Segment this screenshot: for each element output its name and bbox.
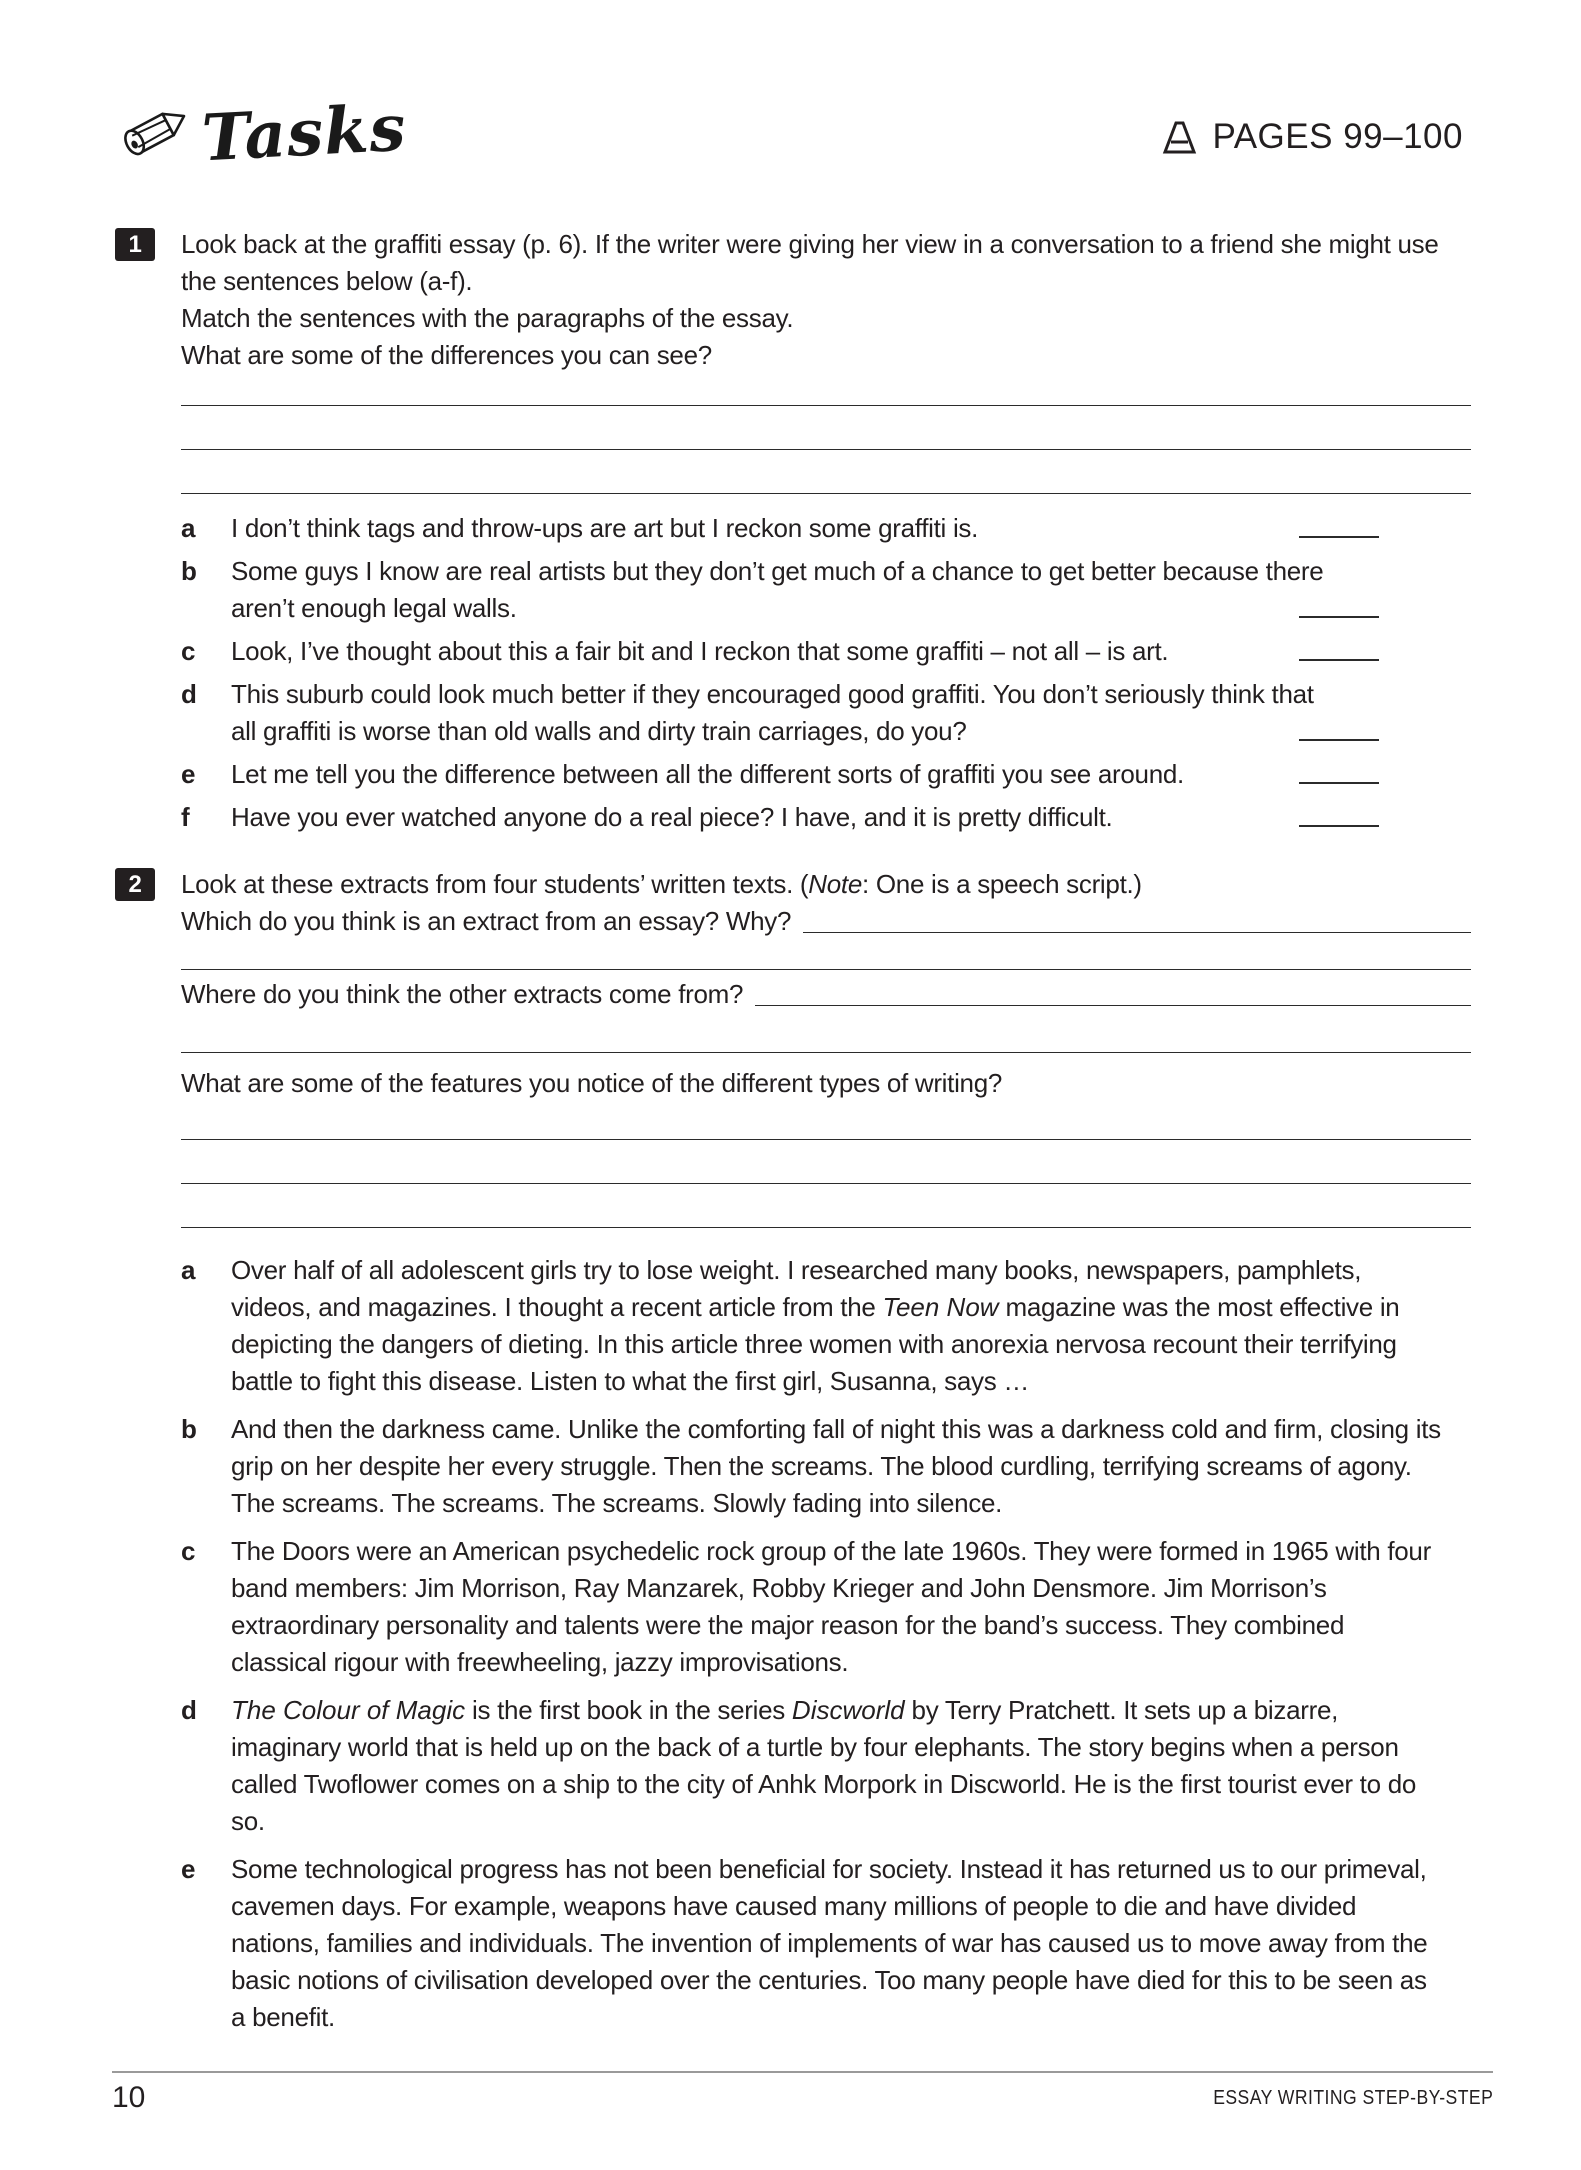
main-content <box>115 226 1471 2047</box>
extract-letter: b <box>181 1414 197 1444</box>
question-text: Which do you think is an extract from an essay? Why? <box>181 906 792 936</box>
sentence-text: Look, I’ve thought about this a fair bit and I reckon that some graffiti – not all – is art. <box>231 636 1169 666</box>
extract-text: Some technological progress has not been beneficial for society. Instead it has returned us to our primeval, cavemen days. For example, weapons have caused many millions of people to die and have divided nations, families and individuals. The invention of implements of war has caused us to move away from the basic notions of civilisation developed over the centuries. Too many people have died for this to be seen as a benefit. <box>231 1854 1428 2032</box>
answer-line <box>181 374 1471 406</box>
answer-line <box>181 450 1471 494</box>
task-1-instruction-3: What are some of the differences you can see? <box>181 340 712 370</box>
sentence-item-c <box>181 633 1471 670</box>
answer-line <box>181 1184 1471 1228</box>
question-text: Where do you think the other extracts come from? <box>181 979 744 1009</box>
answer-line <box>181 406 1471 450</box>
task-1-instruction-1: Look back at the graffiti essay (p. 6). If the writer were giving her view in a conversation to a friend she might use the sentences below (a-f). <box>181 229 1439 296</box>
inline-answer-line <box>803 932 1471 933</box>
match-answer-line <box>1299 536 1379 538</box>
extract-letter: c <box>181 1536 196 1566</box>
extract-text: And then the darkness came. Unlike the comforting fall of night this was a darkness cold and firm, closing its grip on her despite her every struggle. Then the screams. The blood curdling, terrifying screams of agony. The screams. The screams. The screams. Slowly fading into silence. <box>231 1414 1441 1518</box>
sentence-letter: f <box>181 802 190 832</box>
answer-line <box>181 1013 1471 1053</box>
task-1-instruction-2: Match the sentences with the paragraphs of the essay. <box>181 303 794 333</box>
page-number: 10 <box>112 2081 146 2114</box>
extract-item-c <box>181 1533 1471 1681</box>
extract-item-a <box>181 1252 1471 1400</box>
sentence-letter: b <box>181 556 197 586</box>
sentence-item-d <box>181 676 1471 750</box>
extract-item-d <box>181 1692 1471 1840</box>
task-2-question-2-row <box>181 976 1471 1013</box>
task-2-number-badge: 2 <box>115 868 155 901</box>
match-answer-line <box>1299 659 1379 661</box>
sentence-text: I don’t think tags and throw-ups are art but I reckon some graffiti is. <box>231 513 979 543</box>
task-2 <box>115 866 1471 2047</box>
answer-line <box>181 940 1471 970</box>
match-answer-line <box>1299 825 1379 827</box>
inline-answer-line <box>755 1005 1471 1006</box>
extract-item-e <box>181 1851 1471 2036</box>
sentence-list <box>181 510 1471 836</box>
sentence-item-a <box>181 510 1471 547</box>
pencil-icon <box>112 96 196 166</box>
sentence-text: Some guys I know are real artists but they don’t get much of a chance to get better because there aren’t enough legal walls. <box>231 556 1324 623</box>
extract-list <box>181 1252 1471 2036</box>
extract-text: The Colour of Magic is the first book in the series Discworld by Terry Pratchett. It sets up a bizarre, imaginary world that is held up on the back of a turtle by four elephants. The story begins when a person called Twoflower comes on a ship to the city of Anhk Morpork in Discworld. He is the first tourist ever to do so. <box>231 1695 1417 1836</box>
task-2-question-1-row <box>181 903 1471 940</box>
book-title: ESSAY WRITING STEP-BY-STEP <box>1212 2087 1493 2109</box>
task-2-question-3: What are some of the features you notice of the different types of writing? <box>181 1068 1003 1098</box>
extract-letter: d <box>181 1695 197 1725</box>
sentence-item-f <box>181 799 1471 836</box>
sentence-item-b <box>181 553 1471 627</box>
pages-reference <box>1161 118 1463 166</box>
sentence-letter: d <box>181 679 197 709</box>
sentence-text: Let me tell you the difference between all the different sorts of graffiti you see around. <box>231 759 1184 789</box>
answer-line <box>181 1140 1471 1184</box>
extract-text: Over half of all adolescent girls try to lose weight. I researched many books, newspapers, pamphlets, videos, and magazines. I thought a recent article from the Teen Now magazine was the most effective in depicting the dangers of dieting. In this article three women with anorexia nervosa recount their terrifying battle to fight this disease. Listen to what the first girl, Susanna, says … <box>231 1255 1400 1396</box>
task-1-number-badge: 1 <box>115 228 155 261</box>
sentence-item-e <box>181 756 1471 793</box>
extract-item-b <box>181 1411 1471 1522</box>
match-answer-line <box>1299 739 1379 741</box>
tasks-logo <box>112 90 409 177</box>
sentence-text: This suburb could look much better if they encouraged good graffiti. You don’t seriously think that all graffiti is worse than old walls and dirty train carriages, do you? <box>231 679 1314 746</box>
extract-text: The Doors were an American psychedelic rock group of the late 1960s. They were formed in 1965 with four band members: Jim Morrison, Ray Manzarek, Robby Krieger and John Densmore. Jim Morrison’s extraordinary personality and talents were the major reason for the band’s success. They combined classical rigour with freewheeling, jazzy improvisations. <box>231 1536 1431 1677</box>
pages-label: PAGES 99–100 <box>1212 117 1463 156</box>
header <box>112 90 1463 177</box>
sentence-letter: c <box>181 636 196 666</box>
sentence-letter: e <box>181 759 196 789</box>
sentence-letter: a <box>181 513 196 543</box>
extract-letter: e <box>181 1854 196 1884</box>
student-book-a-icon <box>1161 119 1198 156</box>
sentence-text: Have you ever watched anyone do a real piece? I have, and it is pretty difficult. <box>231 802 1113 832</box>
match-answer-line <box>1299 782 1379 784</box>
extract-letter: a <box>181 1255 196 1285</box>
match-answer-line <box>1299 616 1379 618</box>
task-1 <box>115 226 1471 842</box>
footer <box>112 2071 1493 2115</box>
page-title: Tasks <box>200 90 409 177</box>
task-2-intro: Look at these extracts from four students’ written texts. (Note: One is a speech script.) <box>181 869 1142 899</box>
answer-line <box>181 1102 1471 1140</box>
